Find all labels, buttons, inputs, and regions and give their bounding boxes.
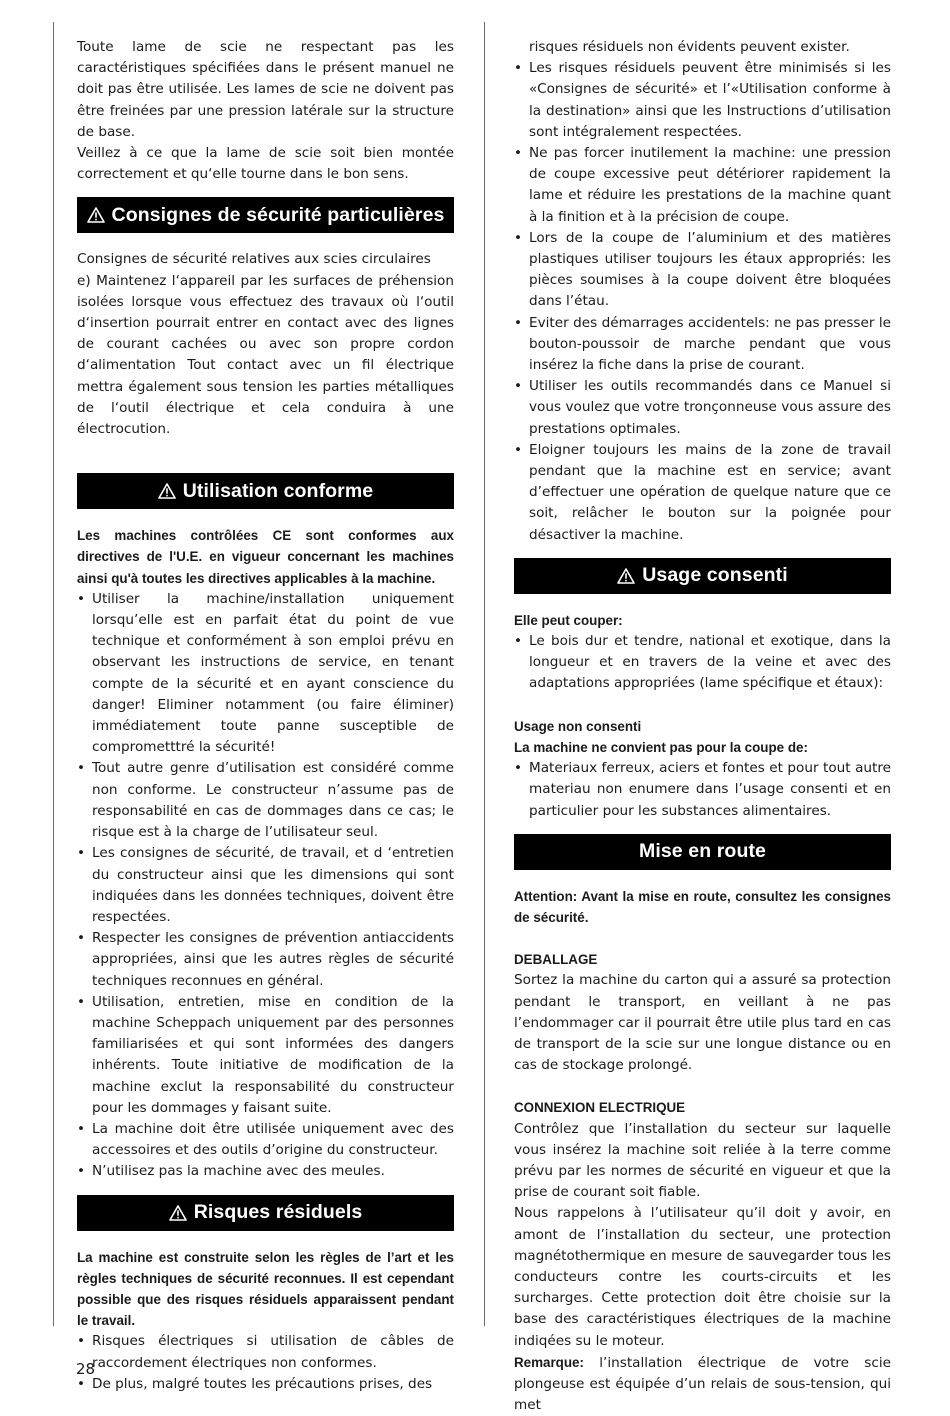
connexion-title: CONNEXION ELECTRIQUE bbox=[514, 1100, 686, 1116]
section-title: Usage consenti bbox=[642, 564, 788, 587]
intro-paragraph-2: Veillez à ce que la lame de scie soit bien montée correctement et qu‘elle tourne dans le bon sens. bbox=[77, 145, 454, 183]
section-header-consignes bbox=[77, 197, 454, 233]
list-item: • Utilisation, entretien, mise en condition de la machine Scheppach uniquement par des personnes familiarisées et qui sont informées des dangers inhérents. Toute initiative de modification de la machine exclut la responsabilité du constructeur pour les dommages y faisant suite. bbox=[77, 992, 454, 1119]
list-item: • N’utilisez pas la machine avec des meules. bbox=[77, 1161, 454, 1182]
connexion-text-2: Nous rappelons à l’utilisateur qu’il doit y avoir, en amont de l’installation du secteur, une protection magnétothermique en mesure de sauvegarder tous les conducteurs contre les courts-circuits et les surcharges. Cette protection doit être choisie sur la base des caractéristiques électriques de la machine indiqées su le moteur. bbox=[514, 1205, 891, 1349]
usage-non-consenti-lead: La machine ne convient pas pour la coupe de: bbox=[514, 739, 808, 755]
right-column-rule bbox=[484, 22, 485, 1326]
list-item: • Eloigner toujours les mains de la zone de travail pendant que la machine est en service; avant d’effectuer une opération de quelque nature que ce soit, relâcher le bouton sur la poignée pour désactiver la machine. bbox=[514, 440, 891, 546]
list-item: • Risques électriques si utilisation de câbles de raccordement électriques non conformes. bbox=[77, 1331, 454, 1373]
section-header-utilisation bbox=[77, 473, 454, 509]
list-item: • Respecter les consignes de prévention antiaccidents appropriées, ainsi que les autres règles de sécurité techniques reconnues en général. bbox=[77, 928, 454, 992]
usage-non-consenti-title: Usage non consenti bbox=[514, 718, 642, 734]
remark-text: l’installation électrique de votre scie plongeuse est équipée d’un relais de sous-tension, qui met bbox=[514, 1354, 891, 1414]
warning-triangle-icon bbox=[169, 1205, 187, 1221]
section-title: Consignes de sécurité particulières bbox=[111, 203, 445, 226]
warning-triangle-icon bbox=[87, 207, 105, 223]
list-item: • Tout autre genre d’utilisation est considéré comme non conforme. Le constructeur n’assume pas de responsabilité en cas de dommages dans ce cas; le risque est à la charge de l’utilisateur seul. bbox=[77, 758, 454, 843]
utilisation-list bbox=[77, 589, 454, 1183]
risques-list-continued bbox=[514, 58, 891, 546]
risques-list bbox=[77, 1331, 454, 1395]
usage-list bbox=[514, 631, 891, 695]
list-item: • Utiliser les outils recommandés dans ce Manuel si vous voulez que votre tronçonneuse vous assure des prestations optimales. bbox=[514, 376, 891, 440]
deballage-text: Sortez la machine du carton qui a assuré sa protection pendant le transport, en veillant à ne pas l’endommager car il pourrait être utile plus tard en cas de transport de la scie sur une longue distance ou en cas de stockage prolongé. bbox=[514, 972, 891, 1074]
list-item: • Ne pas forcer inutilement la machine: une pression de coupe excessive peut détériorer rapidement la lame et réduire les prestations de la machine quant à la finition et à la précision de coupe. bbox=[514, 143, 891, 228]
section-title: Utilisation conforme bbox=[182, 479, 374, 502]
section-header-risques bbox=[77, 1195, 454, 1231]
consignes-line-2: e) Maintenez l‘appareil par les surfaces de préhension isolées lorsque vous effectuez des travaux où l‘outil d‘insertion pourrait entrer en contact avec des lignes de courant cachées ou avec son propre cordon d‘alimentation Tout contact avec un fil électrique mettra également sous tension les parties métalliques de l‘outil électrique et cela conduira à une électrocution. bbox=[77, 272, 454, 438]
consignes-line-1: Consignes de sécurité relatives aux scies circulaires bbox=[77, 251, 431, 268]
section-header-usage bbox=[514, 558, 891, 594]
utilisation-lead: Les machines contrôlées CE sont conformes aux directives de l'U.E. en vigueur concernant les machines ainsi qu'à toutes les directives applicables à la machine. bbox=[77, 528, 454, 586]
left-column bbox=[77, 37, 454, 1395]
left-column-rule bbox=[53, 22, 54, 1326]
list-item: • Lors de la coupe de l’aluminium et des matières plastiques utiliser toujours les étaux appropriés: les pièces soumises à la coupe doivent être bloquées dans l’étau. bbox=[514, 228, 891, 313]
remark-label: Remarque: bbox=[514, 1354, 584, 1370]
page-number: 28 bbox=[76, 1360, 96, 1378]
usage-non-consenti-list bbox=[514, 758, 891, 822]
section-header-mise-en-route bbox=[514, 834, 891, 870]
section-title: Risques résiduels bbox=[193, 1200, 363, 1223]
list-item: • La machine doit être utilisée uniquement avec des accessoires et des outils d’origine du constructeur. bbox=[77, 1119, 454, 1161]
right-column bbox=[514, 37, 891, 1416]
warning-triangle-icon bbox=[158, 483, 176, 499]
connexion-text-1: Contrôlez que l’installation du secteur sur laquelle vous insérez la machine soit reliée à la terre comme prévu par les normes de sécurité en vigueur et que la prise de courant soit fiable. bbox=[514, 1120, 891, 1201]
intro-paragraph-1: Toute lame de scie ne respectant pas les caractéristiques spécifiées dans le présent manuel ne doit pas être utilisée. Les lames de scie ne doivent pas être freinées par une pression latérale sur la structure de base. bbox=[77, 39, 454, 140]
deballage-title: DEBALLAGE bbox=[514, 952, 598, 968]
list-item: • Materiaux ferreux, aciers et fontes et pour tout autre materiau non enumere dans l’usage consenti et en particulier pour les substances alimentaires. bbox=[514, 758, 891, 822]
list-item: • De plus, malgré toutes les précautions prises, des bbox=[77, 1374, 454, 1395]
list-item: • Eviter des démarrages accidentels: ne pas presser le bouton-poussoir de marche pendant que vous insérez la fiche dans la prise de courant. bbox=[514, 313, 891, 377]
list-item: • Utiliser la machine/installation uniquement lorsqu’elle est en parfait état du point de vue technique et conformément à son emploi prévu en observant les instructions de service, en tenant compte de la sécurité et en ayant conscience du danger! Eliminer notamment (ou faire éliminer) immédiatement toute panne susceptible de comprometttré la sécurité! bbox=[77, 589, 454, 759]
risques-continuation: risques résiduels non évidents peuvent exister. bbox=[529, 39, 850, 55]
list-item: • Le bois dur et tendre, national et exotique, dans la longueur et en travers de la veine et avec des adaptations appropriées (lame spécifique et étaux): bbox=[514, 631, 891, 695]
risques-lead: La machine est construite selon les règles de l’art et les règles techniques de sécurité reconnues. Il est cependant possible que des risques résiduels apparaissent pendant le travail. bbox=[77, 1249, 454, 1329]
list-item: • Les consignes de sécurité, de travail, et d ‘entretien du constructeur ainsi que les dimensions qui sont indiquées dans les données techniques, doivent être respectées. bbox=[77, 843, 454, 928]
usage-lead: Elle peut couper: bbox=[514, 612, 623, 628]
section-title: Mise en route bbox=[639, 840, 766, 863]
remark-paragraph bbox=[514, 1352, 891, 1416]
warning-triangle-icon bbox=[617, 568, 635, 584]
list-item: • Les risques résiduels peuvent être minimisés si les «Consignes de sécurité» et l’«Utilisation conforme à la destination» ainsi que les Instructions d’utilisation sont intégralement respectées. bbox=[514, 58, 891, 143]
attention-note: Attention: Avant la mise en route, consultez les consignes de sécurité. bbox=[514, 888, 891, 925]
